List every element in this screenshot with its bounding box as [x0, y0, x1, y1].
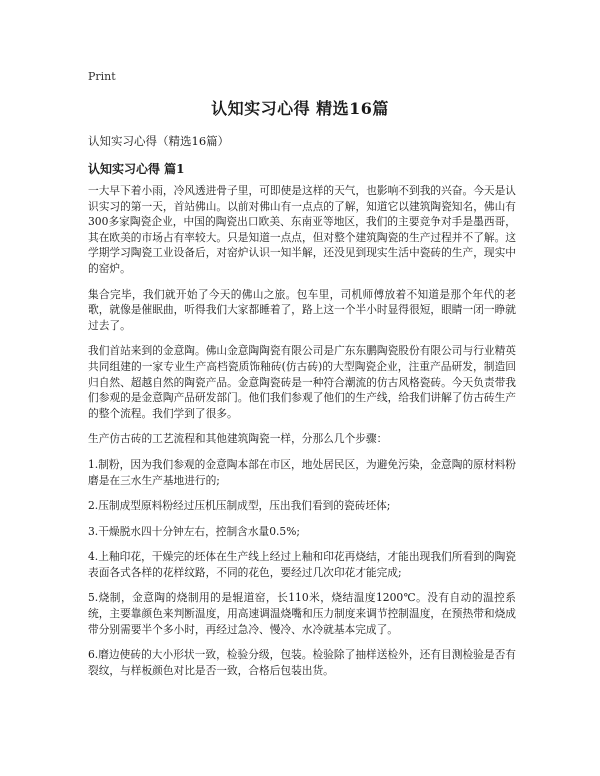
document-subtitle: 认知实习心得（精选16篇）	[88, 134, 230, 148]
paragraph-step-2: 2.压制成型原料粉经过压机压制成型，压出我们看到的瓷砖坯体;	[88, 499, 391, 513]
paragraph-process-intro: 生产仿古砖的工艺流程和其他建筑陶瓷一样，分那么几个步骤：	[88, 432, 388, 446]
paragraph-step-6: 6.磨边使砖的大小形状一致，检验分级，包装。检验除了抽样送检外，还有目测检验是否有裂纹，与样板颜色对比是否一致，合格后包装出货。	[88, 648, 516, 677]
paragraph-step-4: 4.上釉印花，干燥完的坯体在生产线上经过上釉和印花再烧结，才能出现我们所看到的陶瓷表面各式各样的花样纹路，不同的花色，要经过几次印花才能完成;	[88, 550, 516, 579]
section-heading: 认知实习心得 篇1	[88, 162, 185, 176]
paragraph-trip: 集合完毕，我们就开始了今天的佛山之旅。包车里，司机师傅放着不知道是那个年代的老歌，就像是催眠曲，听得我们大家都睡着了，路上这一个半小时显得很短，眼睛一闭一睁就过去了。	[88, 287, 516, 332]
paragraph-company: 我们首站来到的金意陶。佛山金意陶陶瓷有限公司是广东东鹏陶瓷股份有限公司与行业精英共同组建的一家专业生产高档瓷质饰釉砖(仿古砖)的大型陶瓷企业，注重产品研发，制造回归自然、超越自然的陶瓷产品。金意陶瓷砖是一种符合潮流的仿古风格瓷砖。今天负责带我们参观的是金意陶产品研发部门。他们我们参观了他们的生产线，给我们讲解了仿古砖生产的整个流程。我们学到了很多。	[88, 344, 516, 420]
print-label[interactable]: Print	[88, 70, 116, 83]
paragraph-intro: 一大早下着小雨，冷风透进骨子里，可即使是这样的天气，也影响不到我的兴奋。今天是认识实习的第一天，首站佛山。以前对佛山有一点点的了解，知道它以建筑陶瓷知名，佛山有300多家陶瓷企业，中国的陶瓷出口欧美、东南亚等地区，我们的主要竞争对手是墨西哥，其在欧美的市场占有率较大。只是知道一点点，但对整个建筑陶瓷的生产过程并不了解。这学期学习陶瓷工业设备后，对窑炉认识一知半解，还没见到现实生活中瓷砖的生产，现实中的窑炉。	[88, 184, 516, 275]
document-body	[88, 183, 516, 688]
paragraph-step-1: 1.制粉，因为我们参观的金意陶本部在市区，地处居民区，为避免污染，金意陶的原材料粉磨是在三水生产基地进行的;	[88, 457, 516, 487]
paragraph-step-5: 5.烧制，金意陶的烧制用的是辊道窑，长110米，烧结温度1200℃。没有自动的温控系统，主要靠颜色来判断温度，用高速调温烧嘴和压力制度来调节控制温度，在预热带和烧成带分别需要半个多小时，再经过急冷、慢冷、水冷就基本完成了。	[88, 591, 516, 636]
paragraph-step-3: 3.干燥脱水四十分钟左右，控制含水量0.5%;	[88, 524, 300, 538]
page-title: 认知实习心得 精选16篇	[211, 99, 389, 118]
